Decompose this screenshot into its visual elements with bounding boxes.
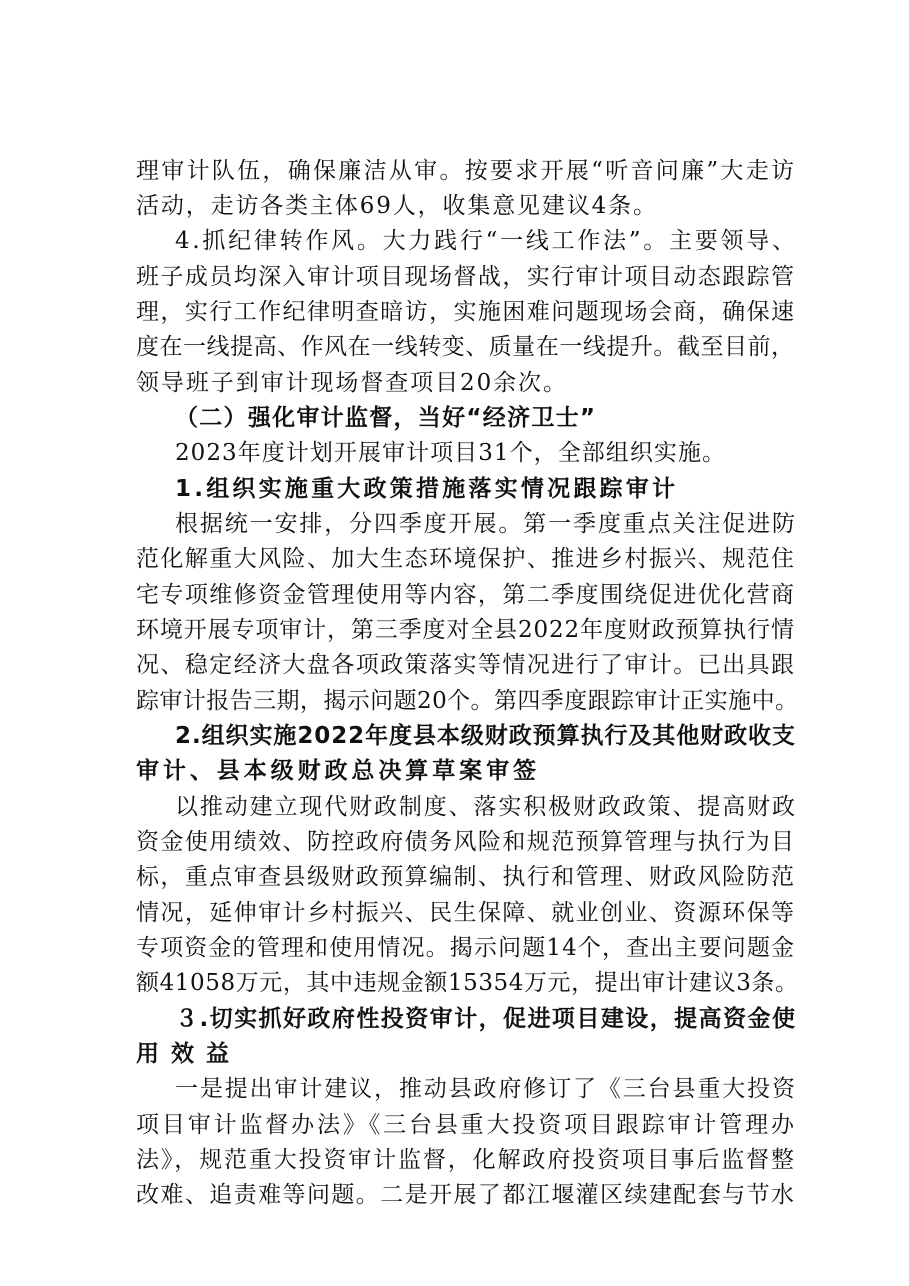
subsection-heading: 1.组织实施重大政策措施落实情况跟踪审计: [175, 476, 679, 502]
paragraph-line: 情况，延伸审计乡村振兴、民生保障、就业创业、资源环保等: [136, 900, 796, 926]
paragraph-line: 活动，走访各类主体69人，收集意见建议4条。: [136, 193, 658, 219]
paragraph-line: 况、稳定经济大盘各项政策落实等情况进行了审计。已出具跟: [136, 652, 796, 678]
paragraph-line: 领导班子到审计现场督查项目20余次。: [136, 370, 568, 396]
section-heading: （二）强化审计监督，当好“经济卫士”: [175, 405, 597, 431]
paragraph-line: 专项资金的管理和使用情况。揭示问题14个，查出主要问题金: [136, 935, 796, 961]
paragraph-line: 一是提出审计建议，推动县政府修订了《三台县重大投资: [175, 1076, 797, 1102]
paragraph-line: 4.抓纪律转作风。大力践行“一线工作法”。主要领导、: [175, 228, 798, 254]
subsection-heading: 审计、县本级财政总决算草案审签: [136, 758, 540, 784]
paragraph-line: 改难、追责难等问题。二是开展了都江堰灌区续建配套与节水: [136, 1182, 796, 1208]
paragraph-line: 理审计队伍，确保廉洁从审。按要求开展“听音问廉”大走访: [136, 158, 797, 184]
paragraph-line: 以推动建立现代财政制度、落实积极财政政策、提高财政: [175, 794, 797, 820]
paragraph-line: 法》，规范重大投资审计监督，化解政府投资项目事后监督整: [136, 1147, 796, 1173]
paragraph-line: 资金使用绩效、防控政府债务风险和规范预算管理与执行为目: [136, 829, 796, 855]
subsection-heading: 2.组织实施2022年度县本级财政预算执行及其他财政收支: [175, 723, 796, 749]
paragraph-line: 2023年度计划开展审计项目31个，全部组织实施。: [175, 440, 727, 466]
subsection-heading: ３.切实抓好政府性投资审计，促进项目建设，提高资金使: [175, 1006, 797, 1032]
paragraph-line: 环境开展专项审计，第三季度对全县2022年度财政预算执行情: [136, 617, 795, 643]
paragraph-line: 理，实行工作纪律明查暗访，实施困难问题现场会商，确保速: [136, 299, 796, 325]
paragraph-line: 项目审计监督办法》《三台县重大投资项目跟踪审计管理办: [136, 1112, 797, 1138]
paragraph-line: 班子成员均深入审计项目现场督战，实行审计项目动态跟踪管: [136, 264, 796, 290]
paragraph-line: 宅专项维修资金管理使用等内容，第二季度围绕促进优化营商: [136, 582, 796, 608]
subsection-heading: 用效益: [136, 1041, 241, 1067]
paragraph-line: 额41058万元，其中违规金额15354万元，提出审计建议3条。: [136, 970, 799, 996]
paragraph-line: 度在一线提高、作风在一线转变、质量在一线提升。截至目前，: [136, 334, 795, 360]
paragraph-line: 范化解重大风险、加大生态环境保护、推进乡村振兴、规范住: [136, 546, 796, 572]
paragraph-line: 标，重点审查县级财政预算编制、执行和管理、财政风险防范: [136, 864, 796, 890]
paragraph-line: 根据统一安排，分四季度开展。第一季度重点关注促进防: [175, 511, 797, 537]
paragraph-line: 踪审计报告三期，揭示问题20个。第四季度跟踪审计正实施中。: [136, 688, 799, 714]
